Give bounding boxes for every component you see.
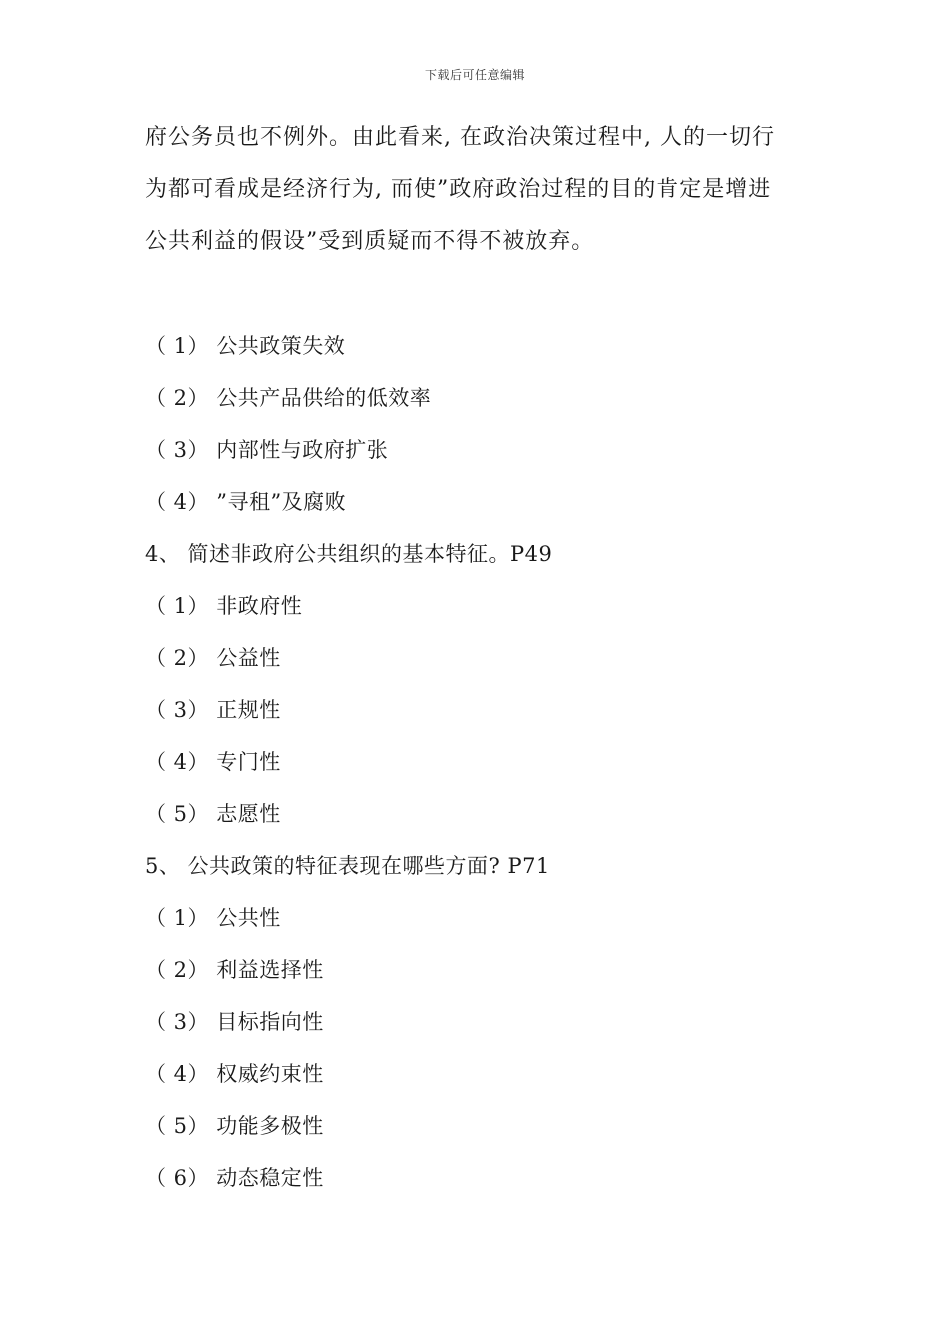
list-item: （ 2） 公共产品供给的低效率 (145, 386, 432, 410)
list-item: （ 4） 专门性 (145, 750, 281, 774)
list-item: （ 4） ”寻租”及腐败 (145, 490, 347, 514)
list-item: （ 3） 内部性与政府扩张 (145, 438, 389, 462)
paragraph-line: 府公务员也不例外。由此看来, 在政治决策过程中, 人的一切行 (145, 125, 775, 150)
list-item: （ 3） 正规性 (145, 698, 281, 722)
paragraph-line: 公共利益的假设”受到质疑而不得不被放弃。 (145, 229, 595, 254)
item-list (145, 320, 815, 1204)
list-item: （ 1） 公共政策失效 (145, 334, 346, 358)
question-heading: 4、 简述非政府公共组织的基本特征。P49 (145, 542, 553, 566)
list-item: （ 3） 目标指向性 (145, 1010, 324, 1034)
list-item: （ 1） 公共性 (145, 906, 281, 930)
paragraph-line: 为都可看成是经济行为, 而使”政府政治过程的目的肯定是增进 (145, 177, 772, 202)
list-item: （ 1） 非政府性 (145, 594, 303, 618)
list-item: （ 5） 功能多极性 (145, 1114, 324, 1138)
list-item: （ 2） 利益选择性 (145, 958, 324, 982)
list-item: （ 5） 志愿性 (145, 802, 281, 826)
document-body (145, 112, 815, 1204)
intro-paragraph (145, 112, 815, 268)
question-heading: 5、 公共政策的特征表现在哪些方面? P71 (145, 854, 550, 878)
list-item: （ 6） 动态稳定性 (145, 1166, 324, 1190)
page-header: 下载后可任意编辑 (424, 68, 525, 82)
blank-line (145, 268, 815, 320)
list-item: （ 2） 公益性 (145, 646, 281, 670)
list-item: （ 4） 权威约束性 (145, 1062, 324, 1086)
